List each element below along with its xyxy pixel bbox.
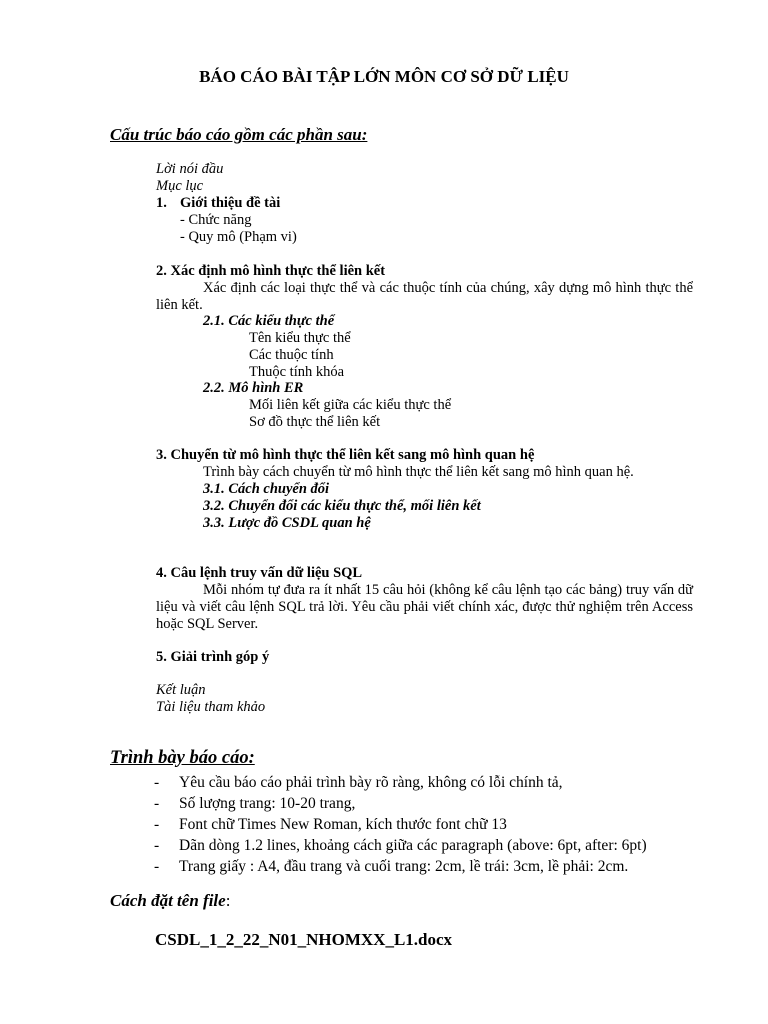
subsection-2-1-item: Tên kiểu thực thể: [249, 330, 351, 346]
bullet-dash: -: [154, 858, 160, 875]
section-3-title: 3. Chuyển từ mô hình thực thể liên kết sang mô hình quan hệ: [156, 447, 535, 463]
section-2-description-text: Xác định các loại thực thể và các thuộc tính của chúng, xây dựng mô hình thực thể liên kết.: [156, 280, 693, 313]
list-item: [154, 814, 647, 835]
subsection-2-1-title: 2.1. Các kiểu thực thể: [203, 313, 335, 329]
list-item: [154, 835, 647, 856]
section-4-description-text: Mỗi nhóm tự đưa ra ít nhất 15 câu hỏi (không kể câu lệnh tạo các bảng) truy vấn dữ liệu và viết câu lệnh SQL trả lời. Yêu cầu phải viết chính xác, được thử nghiệm trên Access hoặc SQL Server.: [156, 582, 693, 632]
list-item-text: Số lượng trang: 10-20 trang,: [179, 795, 356, 812]
subsection-2-1-item: Các thuộc tính: [249, 347, 334, 363]
naming-heading-colon: :: [225, 891, 231, 910]
subsection-3-item: 3.3. Lược đồ CSDL quan hệ: [203, 515, 371, 531]
list-item-text: Font chữ Times New Roman, kích thước font chữ 13: [179, 816, 507, 833]
list-item-text: Trang giấy : A4, đầu trang và cuối trang: 2cm, lề trái: 3cm, lề phải: 2cm.: [179, 858, 629, 875]
bullet-dash: -: [154, 837, 160, 854]
list-item: [154, 793, 647, 814]
naming-heading: [110, 891, 230, 911]
list-item-text: Yêu cầu báo cáo phải trình bày rõ ràng, không có lỗi chính tả,: [179, 774, 563, 791]
subsection-2-1-item: Thuộc tính khóa: [249, 364, 345, 380]
bullet-dash: -: [154, 816, 160, 833]
subsection-3-item: 3.2. Chuyển đổi các kiểu thực thể, mối liên kết: [203, 498, 481, 514]
section-1-title: Giới thiệu đề tài: [180, 195, 281, 211]
section-2-description: [156, 280, 693, 314]
section-5-title: 5. Giải trình góp ý: [156, 649, 270, 665]
subsection-2-2-title: 2.2. Mô hình ER: [203, 380, 304, 396]
section-1-item: - Quy mô (Phạm vi): [180, 229, 297, 245]
outro-conclusion: Kết luận: [156, 682, 206, 698]
bullet-dash: -: [154, 774, 160, 791]
section-1-number: 1.: [156, 195, 167, 211]
list-item: [154, 772, 647, 793]
section-2-title: 2. Xác định mô hình thực thể liên kết: [156, 263, 386, 279]
presentation-heading: Trình bày báo cáo:: [110, 748, 255, 768]
subsection-2-2-item: Sơ đồ thực thể liên kết: [249, 414, 381, 430]
intro-toc: Mục lục: [156, 178, 204, 194]
document-title: BÁO CÁO BÀI TẬP LỚN MÔN CƠ SỞ DỮ LIỆU: [199, 67, 569, 86]
outro-references: Tài liệu tham khảo: [156, 699, 266, 715]
list-item: [154, 856, 647, 877]
naming-heading-text: Cách đặt tên file: [110, 891, 226, 910]
intro-preface: Lời nói đầu: [156, 161, 224, 177]
section-1-item: - Chức năng: [180, 212, 252, 228]
list-item-text: Dãn dòng 1.2 lines, khoảng cách giữa các paragraph (above: 6pt, after: 6pt): [179, 837, 647, 854]
file-name-example: CSDL_1_2_22_N01_NHOMXX_L1.docx: [155, 930, 453, 949]
subsection-3-item: 3.1. Cách chuyển đổi: [203, 481, 330, 497]
bullet-dash: -: [154, 795, 160, 812]
presentation-requirements-list: [154, 772, 647, 877]
structure-heading: Cấu trúc báo cáo gồm các phần sau:: [110, 125, 368, 144]
subsection-2-2-item: Mối liên kết giữa các kiểu thực thể: [249, 397, 452, 413]
section-4-description: [156, 582, 693, 633]
section-3-description: Trình bày cách chuyển từ mô hình thực thể liên kết sang mô hình quan hệ.: [203, 464, 634, 480]
section-4-title: 4. Câu lệnh truy vấn dữ liệu SQL: [156, 565, 363, 581]
